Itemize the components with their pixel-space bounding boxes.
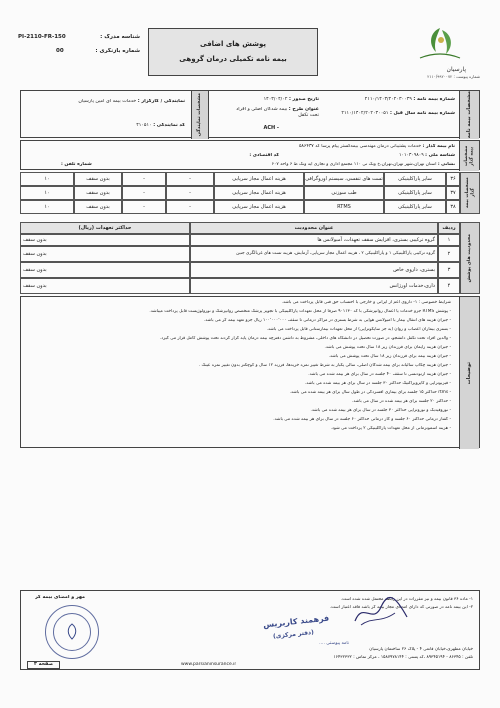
insurer-section-label-cell xyxy=(459,141,479,171)
seal-emblem-icon xyxy=(61,621,83,643)
company-logo xyxy=(400,22,480,80)
coverage-title-row: عنوان طرح : بیمه شدگان اصلی و افراد تحت تکفل xyxy=(236,107,319,118)
phone-row: شماره تلفن : xyxy=(61,162,92,167)
row-desc: طب سوزنی xyxy=(304,186,384,200)
row-no: ۳۸ xyxy=(446,200,460,214)
center-stamp: فرهمند کاربریس xyxy=(262,613,330,630)
form-code: PI-2110-FR-150 xyxy=(18,34,66,40)
coverage-table xyxy=(20,172,480,218)
limit-no: ۳ xyxy=(438,262,460,278)
coverage-table-side-label: مشخصات بیمه گذار xyxy=(464,177,475,209)
website-link[interactable]: www.parsianinsurance.ir xyxy=(181,662,237,667)
condition-line: - حداکثر ۲۰ جلسه برای هر بیمه شده در سال می باشد. xyxy=(351,399,451,404)
limit-title: بستری، داروی خاص xyxy=(190,262,438,278)
review-label: شماره بازنگری : xyxy=(95,48,140,54)
limit-title: داری،خدمات اورژانس xyxy=(190,278,438,294)
condition-line: - نوروفیدبک و نوروتراپی حداکثر ۳۰ جلسه در سال برای هر بیمه شده می باشد. xyxy=(310,408,451,413)
limit-title: گروه ترکیبی بستری، افزایش سقف تعهدات، آمبولانس ها xyxy=(190,234,438,246)
limit-ceiling: بدون سقف xyxy=(20,262,190,278)
row-c1: - xyxy=(166,200,214,214)
col-title-header: عنوان محدودیت xyxy=(190,222,438,234)
insurer-name: خدمات پشتیبانی درمان مهندسی بیمه‌گستر پیام پرسا کد ۵۸۶۴۳۷ xyxy=(298,144,422,149)
signature-icon xyxy=(351,595,411,631)
row-qty: ۱۰ xyxy=(20,186,74,200)
row-no: ۳۷ xyxy=(446,186,460,200)
national-id-row: شناسه ملی : ۱۰۱۰۳۰۹۸۰۹ xyxy=(399,153,455,158)
row-qty: ۱۰ xyxy=(20,200,74,214)
address: استان تهران،شهر تهران،تهران،خ ونک تی ۱۱۰ مجتمع اداری و تجاری آیه ونک ط ۶ واحد ۶۰۷ xyxy=(271,162,437,167)
top-number-label: شماره پیوست : ۲۱۱۰/۹۹۲۰۰۷۲ xyxy=(427,74,480,79)
limit-ceiling: بدون سقف xyxy=(20,234,190,246)
limit-no: ۲ xyxy=(438,246,460,262)
row-desc: تست های تنفسی، سیستم اوروگرافی xyxy=(304,172,384,186)
review-no: 00 xyxy=(56,48,64,54)
row-limit: بدون سقف xyxy=(74,200,122,214)
row-c2: - xyxy=(122,200,166,214)
center-stamp-2: (دفتر مرکزی) xyxy=(272,628,315,641)
prev-policy-no: ۲۱۱۰/۱۴۰۲/۲۰۲۰۳۰۰۵۱ xyxy=(341,111,389,116)
limit-ceiling: بدون سقف xyxy=(20,246,190,262)
condition-line: - جبران هزینه زایمان برای فرزندان زیر ۱۸ سال تحت پوشش می باشد. xyxy=(324,345,451,350)
footer-phone: تلفن : ۸۶۳۴۵ - ۸۹۳۴۵۱۹۴ ،کد پستی : ۱۵۸۷۹۷۸۱۴۴ ، مرکز تماس : ۱۶۴۳۲۳۳۲ xyxy=(333,655,473,660)
policy-no: ۲۱۱۰/۱۴۰۳/۲۰۲۰۳۰۰۳۹ xyxy=(364,97,412,102)
row-title: سایر پاراکلینیکی xyxy=(384,172,446,186)
condition-line: - جبران هزینه بیمه برای فرزندان زیر ۱۸ سال تحت پوشش می باشد. xyxy=(328,354,451,359)
conditions-section-label-cell xyxy=(459,297,479,449)
title-line1: پوشش های اضافی xyxy=(199,40,267,49)
condition-line: - جبران هزینه های انتقال بیمار با آمبولانس هوایی به شرط بستری در مراکز درمانی تا سقف ۱۰۰٬۰۰۰٬۰۰۰ ریال جزو تعهد بیمه گر می باشد. xyxy=(203,318,451,323)
row-qty: ۱۰ xyxy=(20,172,74,186)
stamp-label: مهر و امضای بیمه گر xyxy=(35,595,85,600)
insurer-info-section xyxy=(20,140,480,170)
condition-line: - جبران هزینه چکاپ سالیانه برای بیمه شدگان اصلی، سالی یکبار به شرط تغییر نمره خریدها، فرزند ۱۲ سال و کوچکتر بدون تغییر نمره عینک . xyxy=(198,363,451,368)
row-detail: هزینه اعمال مجاز سرپایی xyxy=(214,186,304,200)
col-row-header: ردیف xyxy=(438,222,460,234)
title-box xyxy=(148,28,318,76)
policy-info-section xyxy=(20,90,480,138)
insurer-section-label: مشخصات بیمه گذار xyxy=(464,145,475,167)
company-logo-text: پارسیان xyxy=(446,66,466,73)
rep-code: ۴۱۰۵۱۰ xyxy=(136,123,152,128)
form-code-label: شناسه مدرک : xyxy=(100,34,140,40)
row-no: ۳۶ xyxy=(446,172,460,186)
row-c2: - xyxy=(122,172,166,186)
rep-row: نمایندگی / کارگزار : خدمات بیمه ای امین پارسیان xyxy=(78,99,185,104)
form-code-block xyxy=(18,32,140,72)
rep-section-label-cell xyxy=(191,91,209,139)
limits-table xyxy=(20,222,480,294)
footer-note-1: ۱- ماده ۳۶ قانون بیمه و نیز مقررات در این رابطه محتمل شده شده است. xyxy=(340,597,473,602)
header xyxy=(18,22,480,82)
row-c2: - xyxy=(122,186,166,200)
conditions-section-label: توضیحات xyxy=(466,361,473,385)
row-title: سایر پاراکلینیکی xyxy=(384,200,446,214)
row-c1: - xyxy=(166,172,214,186)
condition-line: شرایط خصوصی : ۱- داروی اعم از ایرانی و خارجی با احتساب حق فنی قابل پرداخت می باشد. xyxy=(281,300,451,305)
title-line2: بیمه نامه تکمیلی درمان گروهی xyxy=(179,55,287,63)
condition-line: - rtms حداکثر ۱۵ جلسه برای بیماری افسردگی در طول سال برای هر بیمه شده می باشد. xyxy=(289,390,451,395)
center-stamp-3: نامه پیوستی .... xyxy=(319,641,349,646)
economic-code-row: کد اقتصادی : xyxy=(249,153,279,158)
condition-line: - جبران هزینه ارتودنسی تا سقف ۴۰ جلسه در سال برای هر بیمه شده می باشد. xyxy=(308,372,451,377)
page-label: صفحه ۳ xyxy=(27,661,60,669)
row-title: سایر پاراکلینیکی xyxy=(384,186,446,200)
coverage-table-side xyxy=(460,172,480,214)
condition-line: - هزینه اسموترمانی از محل تعهدات پاراکلینیکی ۲ پرداخت می شود. xyxy=(330,426,451,431)
footer-note-2: ۲- این بیمه نامه در صورتی که دارای امضای مجاز بیمه گر باشد فاقد اعتبار است. xyxy=(329,605,473,610)
insurer-name-row: نام بیمه گذار : خدمات پشتیبانی درمان مهندسی بیمه‌گستر پیام پرسا کد ۵۸۶۴۳۷ xyxy=(298,144,455,149)
national-id: ۱۰۱۰۳۰۹۸۰۹ xyxy=(399,153,424,158)
footer-box xyxy=(20,590,480,670)
coverage-title: بیمه شدگان اصلی و افراد تحت تکفل xyxy=(236,107,319,118)
rep-code-row: کد نمایندگی : ۴۱۰۵۱۰ xyxy=(136,123,185,128)
row-detail: هزینه اعمال مجاز سرپایی xyxy=(214,200,304,214)
row-desc: RTMS xyxy=(304,200,384,214)
row-limit: بدون سقف xyxy=(74,186,122,200)
limit-ceiling: بدون سقف xyxy=(20,278,190,294)
condition-line: - والدین افراد تحت تکفل دانشجو، در صورت تحصیل در دانشگاه های داخلی، مشروط به داشتن دفترچه بیمه درمان پایه گزار گردند تحت پوشش کامل قرار می گیرد. xyxy=(159,336,451,341)
col-ceiling-header: حداکثر تعهدات (ریال) xyxy=(20,222,190,234)
parsian-logo-icon xyxy=(400,22,480,66)
rep-section-label: مشخصات نمایندگی xyxy=(197,93,203,137)
row-c1: - xyxy=(166,186,214,200)
policy-no-row: شماره بیمه نامه : ۲۱۱۰/۱۴۰۳/۲۰۲۰۳۰۰۳۹ xyxy=(364,97,455,102)
rep-name: خدمات بیمه ای امین پارسیان xyxy=(78,99,137,104)
row-limit: بدون سقف xyxy=(74,172,122,186)
limit-no: ۴ xyxy=(438,278,460,294)
issue-date: ۱۴۰۳/۰۴/۰۲ xyxy=(263,97,288,102)
condition-line: - بستری بیماران اعصاب و روان (به جز سایکوتراپی) از محل تعهدات بیمارستانی قابل پرداخت می باشد. xyxy=(266,327,451,332)
limits-section-label: محدودیت های پوشش xyxy=(467,233,473,283)
row-detail: هزینه اعمال مجاز سرپایی xyxy=(214,172,304,186)
condition-line: - فیزیوتراپی و کایروپراکتیک حداکثر ۳۰ جلسه در سال برای هر بیمه شده می باشد. xyxy=(304,381,451,386)
condition-line: - گفتار درمانی حداکثر ۶۰ جلسه و کار درمانی حداکثر ۶۰ جلسه در سال برای هر بیمه شده می باشد. xyxy=(273,417,451,422)
coverage-code: ACH - xyxy=(263,125,279,131)
limits-section-label-cell xyxy=(460,222,480,294)
conditions-section xyxy=(20,296,480,448)
issue-date-row: تاریخ صدور : ۱۴۰۳/۰۴/۰۲ xyxy=(263,97,319,102)
policy-section-label: مشخصات بیمه نامه xyxy=(466,91,473,139)
limit-title: گروه ترکیبی پاراکلینیکی ۱ و پاراکلینیکی ۲ ، هزینه اعمال مجاز سرپایی، آزمایش، هزینه تست های غربالگری جنین xyxy=(190,246,438,262)
limit-no: ۱ xyxy=(438,234,460,246)
policy-section-label-cell xyxy=(459,91,479,139)
address-row: نشانی : استان تهران،شهر تهران،تهران،خ ونک تی ۱۱۰ مجتمع اداری و تجاری آیه ونک ط ۶ واحد ۶۰۷ xyxy=(271,162,455,167)
condition-line: - پوشش RTMS جزو خدمات یا اعمال روانپزشکی با کد ۹۰۱۱۳۰ صرفا از محل تعهدات پاراکلینیکی با تجویز پزشک متخصص روانپزشک و نورولوژیست قابل پرداخت میباشد. xyxy=(149,309,451,314)
prev-policy-row: شماره بیمه نامه سال قبل : ۲۱۱۰/۱۴۰۲/۲۰۲۰۳۰۰۵۱ xyxy=(341,111,455,116)
footer-address: خیابان مطهری،خیابان قانعی ۴ - پلاک ۲۶ ساختمان پارسیان xyxy=(369,647,473,652)
